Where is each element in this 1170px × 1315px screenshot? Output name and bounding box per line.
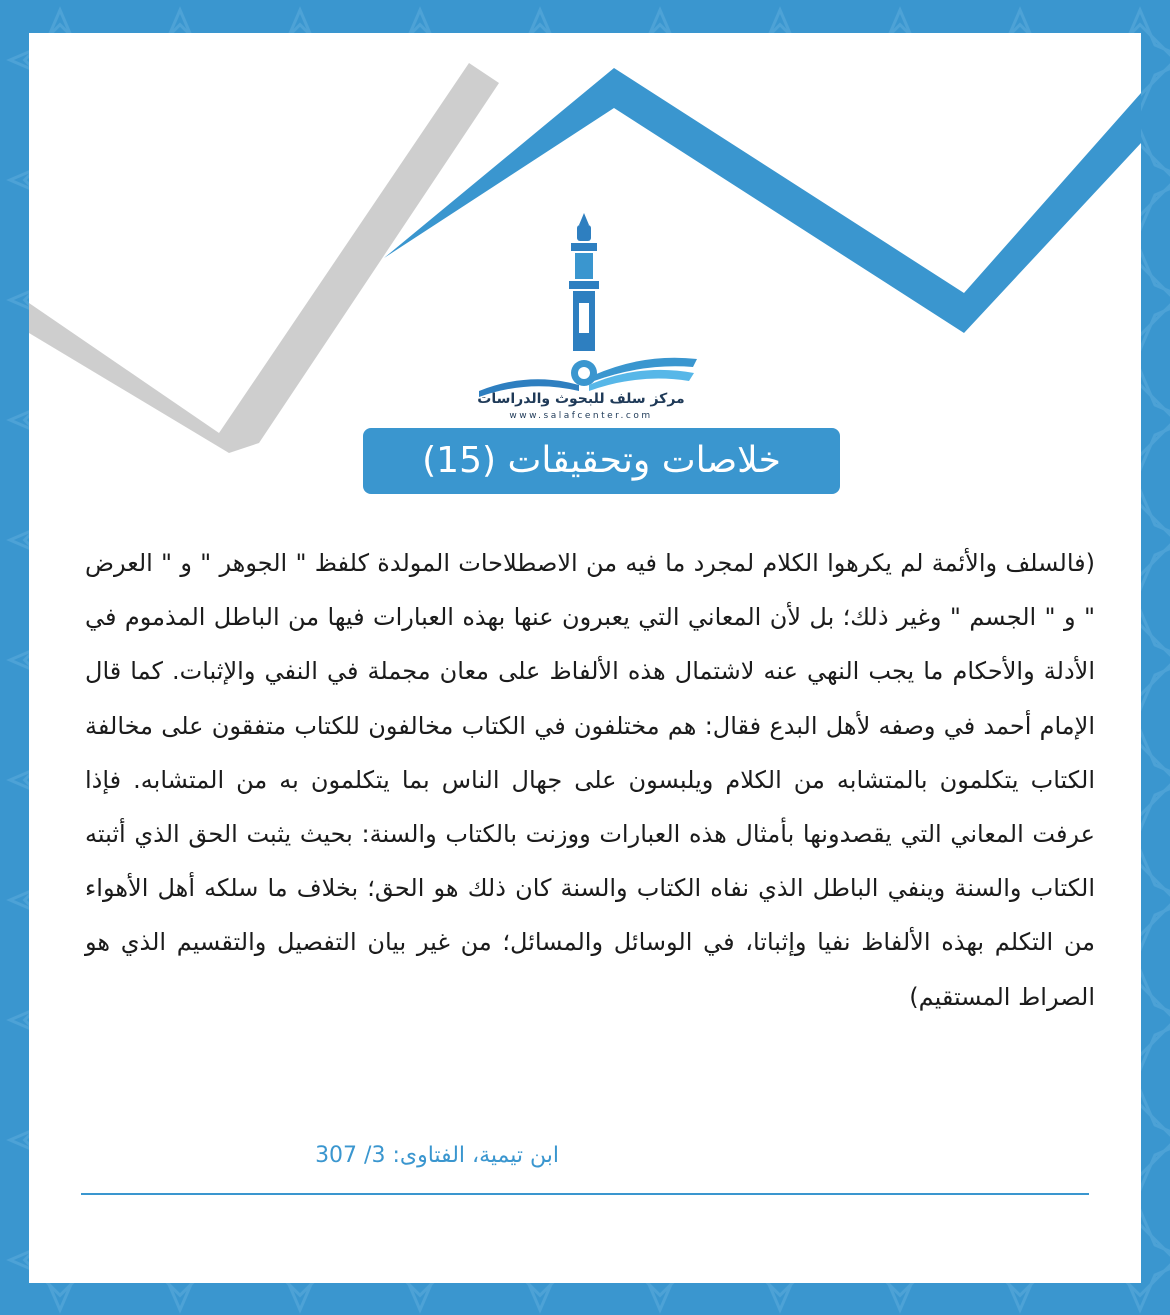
minaret-book-icon [469,213,709,443]
logo-url: www.salafcenter.com [509,411,653,421]
source-citation: ابن تيمية، الفتاوى: 3/ 307 [315,1143,559,1168]
content-card [29,33,1141,1283]
logo-name: مركز سلف للبحوث والدراسات [477,391,685,407]
quote-body: (فالسلف والأئمة لم يكرهوا الكلام لمجرد ما فيه من الاصطلاحات المولدة كلفظ " الجوهر " و " العرض " و " الجسم " وغير ذلك؛ بل لأن المعاني التي يعبرون عنها بهذه العبارات فيها من الباطل المذموم في الأدلة والأحكام ما يجب النهي عنه لاشتمال هذه الألفاظ على معان مجملة في النفي والإثبات. كما قال الإمام أحمد في وصفه لأهل البدع فقال: هم مختلفون في الكتاب مخالفون للكتاب متفقون على مخالفة الكتاب يتكلمون بالمتشابه من الكلام ويلبسون على جهال الناس بما يتكلمون به من المتشابه. فإذا عرفت المعاني التي يقصدونها بأمثال هذه العبارات ووزنت بالكتاب والسنة: بحيث يثبت الحق الذي أثبته الكتاب والسنة وينفي الباطل الذي نفاه الكتاب والسنة كان ذلك هو الحق؛ بخلاف ما سلكه أهل الأهواء من التكلم بهذه الألفاظ نفيا وإثباتا، في الوسائل والمسائل؛ من غير بيان التفصيل والتقسيم الذي هو الصراط المستقيم) [85,549,1095,1011]
page-title: خلاصات وتحقيقات (15) [363,428,840,494]
divider [81,1193,1089,1195]
